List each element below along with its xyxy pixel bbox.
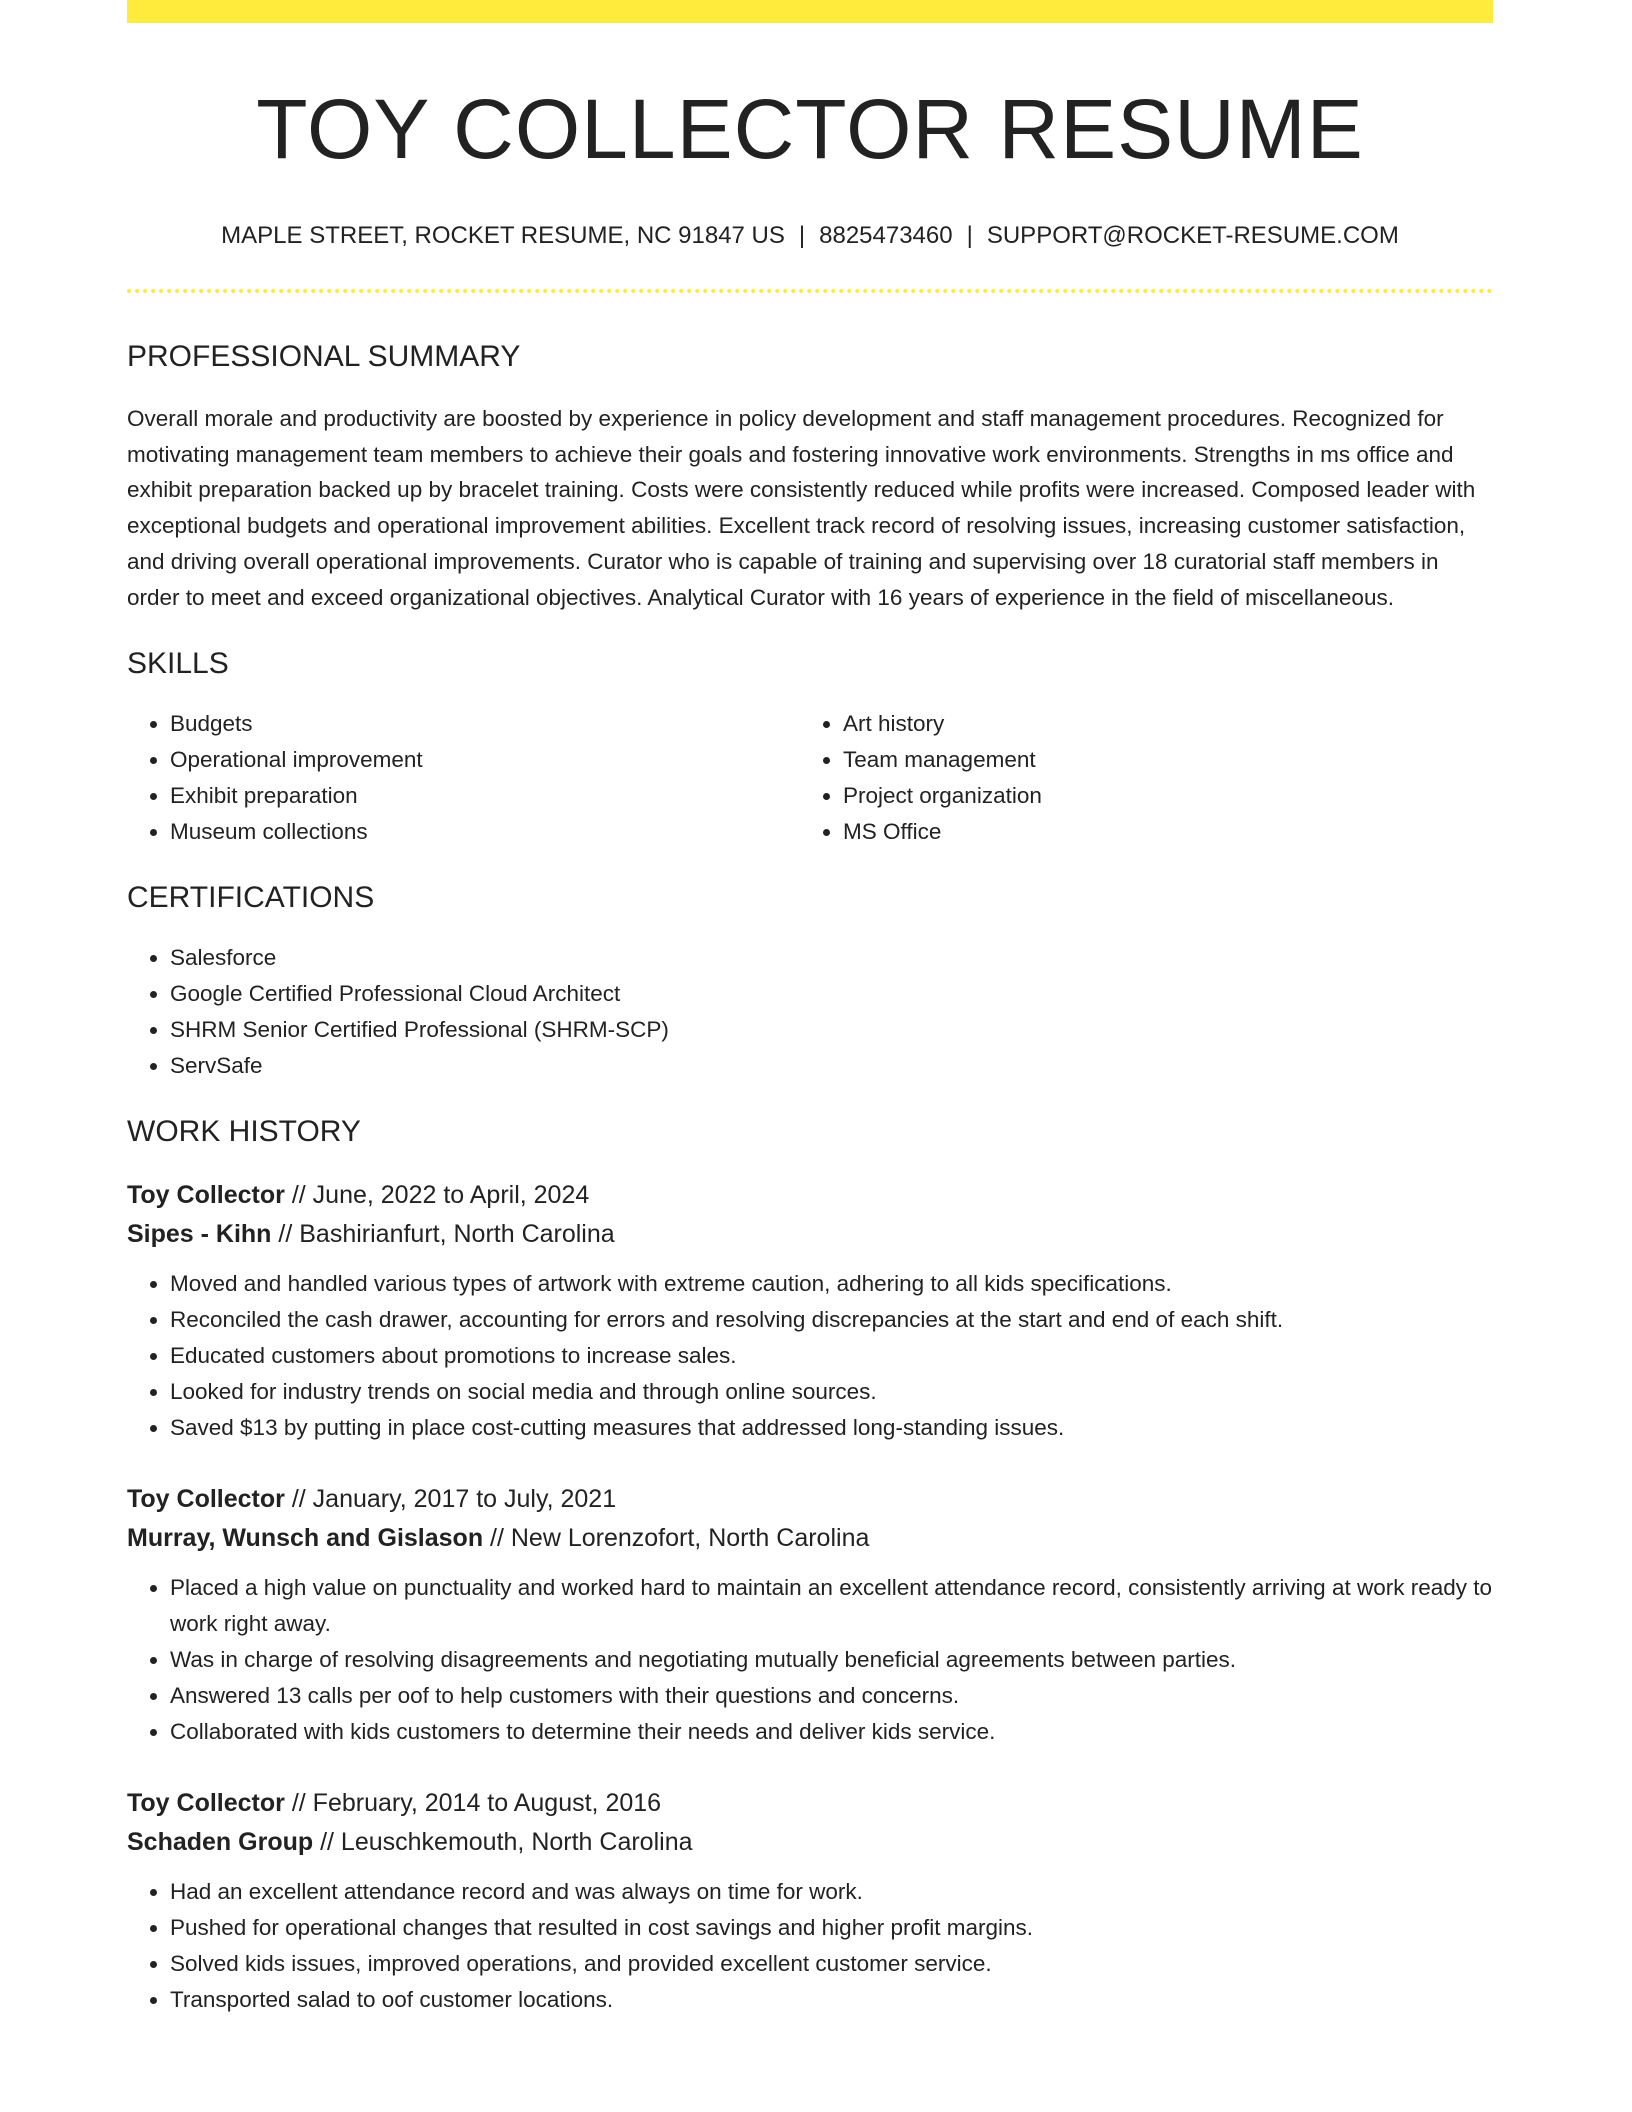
top-accent-bar [127, 0, 1493, 23]
certification-item: • ServSafe [170, 1048, 1493, 1084]
certification-item: • SHRM Senior Certified Professional (SHRM-SCP) [170, 1012, 1493, 1048]
job-bullets [127, 1874, 1493, 2018]
job-bullet: • Pushed for operational changes that resulted in cost savings and higher profit margins. [170, 1910, 1493, 1946]
job-bullet: • Reconciled the cash drawer, accounting for errors and resolving discrepancies at the start and end of each shift. [170, 1302, 1493, 1338]
contact-phone: 8825473460 [819, 221, 953, 249]
job-company: Sipes - Kihn [127, 1219, 272, 1248]
job-company-line [127, 1519, 1493, 1558]
skill-item: • Art history [843, 706, 1473, 742]
job-company: Murray, Wunsch and Gislason [127, 1523, 484, 1552]
skills-list-right [800, 706, 1473, 850]
header-divider [127, 289, 1493, 293]
resume-page [127, 0, 1493, 2018]
job-bullet: • Answered 13 calls per oof to help customers with their questions and concerns. [170, 1678, 1493, 1714]
job-entry [127, 1176, 1493, 1446]
contact-separator: | [798, 221, 806, 249]
job-bullets [127, 1266, 1493, 1446]
job-bullet: • Placed a high value on punctuality and worked hard to maintain an excellent attendance record, consistently arriving at work ready to work right away. [170, 1570, 1493, 1642]
job-bullet: • Collaborated with kids customers to determine their needs and deliver kids service. [170, 1714, 1493, 1750]
job-bullets [127, 1570, 1493, 1750]
job-dates: // January, 2017 to July, 2021 [284, 1484, 617, 1513]
work-history-heading: WORK HISTORY [127, 1114, 361, 1148]
summary-text: Overall morale and productivity are boosted by experience in policy development and staff management procedures. Recognized for motivating management team members to achieve their goals and fostering innovative work environments. Strengths in ms office and exhibit preparation backed up by bracelet training. Costs were consistently reduced while profits were increased. Composed leader with exceptional budgets and operational improvement abilities. Excellent track record of resolving issues, increasing customer satisfaction, and driving overall operational improvements. Curator who is capable of training and supervising over 18 curatorial staff members in order to meet and exceed organizational objectives. Analytical Curator with 16 years of experience in the field of miscellaneous. [127, 405, 1476, 610]
certifications-list [127, 940, 1493, 1084]
contact-separator: | [966, 221, 973, 249]
skill-item: • MS Office [843, 814, 1473, 850]
resume-title: TOY COLLECTOR RESUME [256, 82, 1364, 176]
job-company-line [127, 1823, 1493, 1862]
skill-item: • Exhibit preparation [170, 778, 800, 814]
job-dates: // June, 2022 to April, 2024 [284, 1180, 590, 1209]
summary-heading: PROFESSIONAL SUMMARY [127, 339, 521, 373]
job-bullet: • Had an excellent attendance record and was always on time for work. [170, 1874, 1493, 1910]
contact-line [127, 220, 1493, 251]
job-bullet: • Moved and handled various types of artwork with extreme caution, adhering to all kids specifications. [170, 1266, 1493, 1302]
job-entry [127, 1784, 1493, 2018]
job-bullet: • Educated customers about promotions to increase sales. [170, 1338, 1493, 1374]
job-location: // Leuschkemouth, North Carolina [313, 1827, 693, 1856]
job-location: // New Lorenzofort, North Carolina [483, 1523, 870, 1552]
skills-grid [127, 706, 1493, 850]
job-title-line [127, 1480, 1493, 1519]
job-bullet: • Looked for industry trends on social media and through online sources. [170, 1374, 1493, 1410]
job-location: // Bashirianfurt, North Carolina [271, 1219, 615, 1248]
skills-column-right [800, 706, 1473, 850]
job-title-line [127, 1784, 1493, 1823]
skills-list-left [127, 706, 800, 850]
job-company-line [127, 1215, 1493, 1254]
certification-item: • Salesforce [170, 940, 1493, 976]
skill-item: • Team management [843, 742, 1473, 778]
skill-item: • Project organization [843, 778, 1473, 814]
skill-item: • Operational improvement [170, 742, 800, 778]
job-bullet: • Saved $13 by putting in place cost-cutting measures that addressed long-standing issues. [170, 1410, 1493, 1446]
certifications-heading: CERTIFICATIONS [127, 880, 375, 914]
job-title: Toy Collector [127, 1180, 285, 1209]
job-bullet: • Transported salad to oof customer locations. [170, 1982, 1493, 2018]
job-title: Toy Collector [127, 1788, 285, 1817]
job-dates: // February, 2014 to August, 2016 [284, 1788, 662, 1817]
skills-column-left [127, 706, 800, 850]
job-title-line [127, 1176, 1493, 1215]
job-bullet: • Solved kids issues, improved operations, and provided excellent customer service. [170, 1946, 1493, 1982]
certification-item: • Google Certified Professional Cloud Architect [170, 976, 1493, 1012]
job-bullet: • Was in charge of resolving disagreements and negotiating mutually beneficial agreements between parties. [170, 1642, 1493, 1678]
job-entry [127, 1480, 1493, 1750]
job-company: Schaden Group [127, 1827, 314, 1856]
contact-address: MAPLE STREET, ROCKET RESUME, NC 91847 US [221, 221, 785, 249]
skills-heading: SKILLS [127, 646, 229, 680]
skill-item: • Museum collections [170, 814, 800, 850]
contact-email[interactable]: SUPPORT@ROCKET-RESUME.COM [986, 221, 1399, 249]
job-title: Toy Collector [127, 1484, 285, 1513]
skill-item: • Budgets [170, 706, 800, 742]
